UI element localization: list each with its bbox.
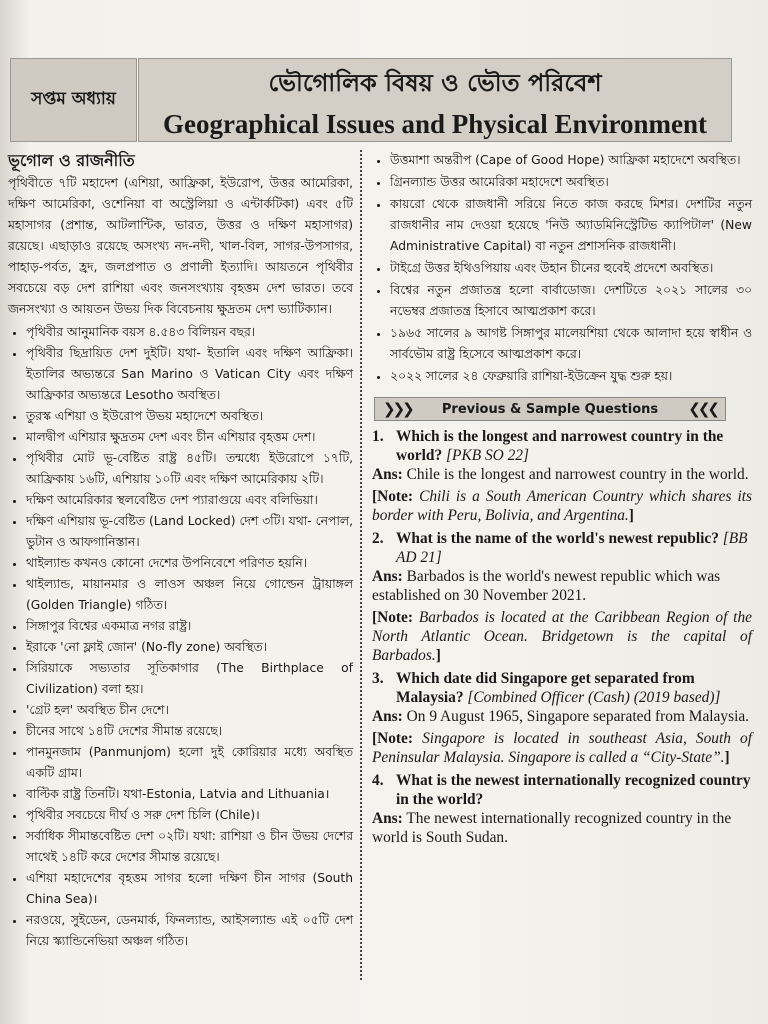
list-item: • সিঙ্গাপুর বিশ্বের একমাত্র নগর রাষ্ট্র।	[26, 616, 353, 637]
question-item	[372, 771, 752, 847]
question-source: [PKB SO 22]	[446, 447, 529, 464]
question-text: What is the name of the world's newest republic?	[396, 530, 719, 547]
question	[372, 771, 752, 809]
note-label: [Note:	[372, 488, 414, 505]
list-item: • কায়রো থেকে রাজধানী সরিয়ে নিতে কাজ করছে মিশর। দেশটির নতুন রাজধানীর নাম দেওয়া হয়েছে 'নিউ অ্যাডমিনিস্ট্রেটিভ ক্যাপিটাল' (New Administrative Capital) বা নতুন প্রশাসনিক রাজধানী।	[390, 194, 752, 257]
list-item: • 'গ্রেট হল' অবস্থিত চীন দেশে।	[26, 700, 353, 721]
list-item: • পৃথিবীর সবচেয়ে দীর্ঘ ও সরু দেশ চিলি (Chile)।	[26, 805, 353, 826]
list-item: • সর্বাধিক সীমান্তবেষ্টিত দেশ ০২টি। যথা: রাশিয়া ও চীন উভয় দেশের সাথেই ১৪টি করে দেশের সীমান্ত রয়েছে।	[26, 826, 353, 868]
answer-text: Chile is the longest and narrowest country in the world.	[406, 466, 749, 483]
list-item: • টাইগ্রে উত্তর ইথিওপিয়ায় এবং উহান চীনের হুবেই প্রদেশে অবস্থিত।	[390, 258, 752, 279]
answer-label: Ans:	[372, 466, 403, 483]
right-fact-list	[372, 150, 752, 387]
list-item: • নরওয়ে, সুইডেন, ডেনমার্ক, ফিনল্যান্ড, আইসল্যান্ড এই ০৫টি দেশ নিয়ে স্ক্যান্ডিনেভিয়া অঞ্চল গঠিত।	[26, 910, 353, 952]
questions-banner-label: Previous & Sample Questions	[441, 401, 659, 417]
chapter-title-box	[138, 58, 732, 142]
question-number: 3.	[372, 670, 384, 687]
question	[372, 669, 752, 707]
list-item: • তুরস্ক এশিয়া ও ইউরোপ উভয় মহাদেশে অবস্থিত।	[26, 406, 353, 427]
chapter-label: সপ্তম অধ্যায়	[10, 58, 137, 142]
question-list	[372, 427, 752, 847]
question	[372, 427, 752, 465]
question-item	[372, 529, 752, 665]
list-item: • দক্ষিণ এশিয়ায় ভূ-বেষ্টিত (Land Locked) দেশ ৩টি। যথা- নেপাল, ভুটান ও আফগানিস্তান।	[26, 511, 353, 553]
list-item: • পৃথিবীর মোট ভূ-বেষ্টিত রাষ্ট্র ৪৫টি। তন্মধ্যে ইউরোপে ১৭টি, আফ্রিকায় ১৬টি, এশিয়ায় ১০টি এবং দক্ষিণ আমেরিকায় ২টি।	[26, 448, 353, 490]
list-item: • থাইল্যান্ড, মায়ানমার ও লাওস অঞ্চল নিয়ে গোল্ডেন ট্রায়াঙ্গল (Golden Triangle) গঠিত।	[26, 574, 353, 616]
note-text: Barbados is located at the Caribbean Region of the North Atlantic Ocean. Bridgetown is the capital of Barbados.	[372, 609, 752, 664]
note	[372, 729, 752, 767]
column-divider	[360, 150, 362, 980]
question-item	[372, 669, 752, 767]
question	[372, 529, 752, 567]
list-item: • থাইল্যান্ড কখনও কোনো দেশের উপনিবেশে পরিণত হয়নি।	[26, 553, 353, 574]
note	[372, 487, 752, 525]
answer-text: The newest internationally recognized country in the world is South Sudan.	[372, 810, 732, 846]
answer-text: On 9 August 1965, Singapore separated from Malaysia.	[406, 708, 750, 725]
note-end: ]	[724, 749, 730, 766]
note-label: [Note:	[372, 730, 414, 747]
list-item: • পৃথিবীর ছিদ্রায়িত দেশ দুইটি। যথা- ইতালি এবং দক্ষিণ আফ্রিকা। ইতালির অভ্যন্তরে San Marino ও Vatican City এবং দক্ষিণ আফ্রিকার অভ্যন্তরে Lesotho অবস্থিত।	[26, 343, 353, 406]
answer	[372, 809, 752, 847]
list-item: • সিরিয়াকে সভ্যতার সূতিকাগার (The Birthplace of Civilization) বলা হয়।	[26, 658, 353, 700]
list-item: • উত্তমাশা অন্তরীপ (Cape of Good Hope) আফ্রিকা মহাদেশে অবস্থিত।	[390, 150, 752, 171]
list-item: • গ্রিনল্যান্ড উত্তর আমেরিকা মহাদেশে অবস্থিত।	[390, 172, 752, 193]
question-text: Which date did Singapore get separated from Malaysia?	[396, 670, 695, 706]
question-item	[372, 427, 752, 525]
question-number: 1.	[372, 428, 384, 445]
double-chevron-right-icon: ❯❯❯	[383, 400, 412, 418]
note-end: ]	[628, 507, 634, 524]
list-item: • পৃথিবীর আনুমানিক বয়স ৪.৫৪৩ বিলিয়ন বছর।	[26, 322, 353, 343]
answer-label: Ans:	[372, 708, 403, 725]
question-source: [BB AD 21]	[396, 530, 748, 566]
question-text: Which is the longest and narrowest country in the world?	[396, 428, 724, 464]
list-item: • ২০২২ সালের ২৪ ফেব্রুয়ারি রাশিয়া-ইউক্রেন যুদ্ধ শুরু হয়।	[390, 366, 752, 387]
section-heading: ভূগোল ও রাজনীতি	[8, 151, 135, 170]
title-english: Geographical Issues and Physical Environment	[162, 109, 708, 139]
answer-text: Barbados is the world's newest republic which was established on 30 November 2021.	[372, 568, 721, 604]
question-number: 4.	[372, 772, 384, 789]
note-text: Chili is a South American Country which shares its border with Peru, Bolivia, and Argentina.	[372, 488, 752, 524]
list-item: • মালদ্বীপ এশিয়ার ক্ষুদ্রতম দেশ এবং চীন এশিয়ার বৃহত্তম দেশ।	[26, 427, 353, 448]
note-text: Singapore is located in southeast Asia, South of Peninsular Malaysia. Singapore is called a “City-State”.	[372, 730, 752, 766]
list-item: • চীনের সাথে ১৪টি দেশের সীমান্ত রয়েছে।	[26, 721, 353, 742]
left-column	[8, 150, 353, 952]
note	[372, 608, 752, 665]
question-text: What is the newest internationally recognized country in the world?	[396, 772, 751, 808]
list-item: • পানমুনজাম (Panmunjom) হলো দুই কোরিয়ার মধ্যে অবস্থিত একটি গ্রাম।	[26, 742, 353, 784]
answer-label: Ans:	[372, 810, 403, 827]
note-end: ]	[435, 647, 441, 664]
double-chevron-left-icon: ❮❮❮	[688, 400, 717, 418]
list-item: • দক্ষিণ আমেরিকার স্থলবেষ্টিত দেশ প্যারাগুয়ে এবং বলিভিয়া।	[26, 490, 353, 511]
list-item: • ইরাকে 'নো ফ্লাই জোন' (No-fly zone) অবস্থিত।	[26, 637, 353, 658]
left-fact-list	[8, 322, 353, 952]
answer	[372, 465, 752, 484]
question-number: 2.	[372, 530, 384, 547]
intro-paragraph: পৃথিবীতে ৭টি মহাদেশ (এশিয়া, আফ্রিকা, ইউরোপ, উত্তর আমেরিকা, দক্ষিণ আমেরিকা, ওশেনিয়া বা অস্ট্রেলিয়া ও এন্টার্কটিকা) এবং ৫টি মহাসাগর (প্রশান্ত, আটলান্টিক, ভারত, উত্তর ও দক্ষিণ মহাসাগর) রয়েছে। এছাড়াও রয়েছে অসংখ্য নদ-নদী, খাল-বিল, সাগর-উপসাগর, পাহাড়-পর্বত, হ্রদ, জলপ্রপাত ও প্রণালী ইত্যাদি। আয়তনে পৃথিবীর সবচেয়ে বড় দেশ রাশিয়া এবং জনসংখ্যায় বৃহত্তম দেশ ভারত। তবে জনসংখ্যা ও আয়তন উভয় দিক বিবেচনায় ক্ষুদ্রতম দেশ ভ্যাটিক্যান।	[8, 176, 353, 316]
question-source: [Combined Officer (Cash) (2019 based)]	[467, 689, 721, 706]
right-column	[372, 150, 752, 847]
list-item: • এশিয়া মহাদেশের বৃহত্তম সাগর হলো দক্ষিণ চীন সাগর (South China Sea)।	[26, 868, 353, 910]
title-bengali: ভৌগোলিক বিষয় ও ভৌত পরিবেশ	[268, 69, 602, 97]
answer	[372, 707, 752, 726]
answer-label: Ans:	[372, 568, 403, 585]
questions-banner	[374, 397, 726, 421]
note-label: [Note:	[372, 609, 414, 626]
answer	[372, 567, 752, 605]
list-item: • ১৯৬৫ সালের ৯ আগষ্ট সিঙ্গাপুর মালেয়শিয়া থেকে আলাদা হয়ে স্বাধীন ও সার্বভৌম রাষ্ট্র হিসেবে আত্মপ্রকাশ করে।	[390, 323, 752, 365]
list-item: • বিশ্বের নতুন প্রজাতন্ত্র হলো বার্বাডোজ। দেশটিতে ২০২১ সালের ৩০ নভেম্বর প্রজাতন্ত্র হিসাবে আত্মপ্রকাশ করে।	[390, 280, 752, 322]
list-item: • বাল্টিক রাষ্ট্র তিনটি। যথা-Estonia, Latvia and Lithuania।	[26, 784, 353, 805]
